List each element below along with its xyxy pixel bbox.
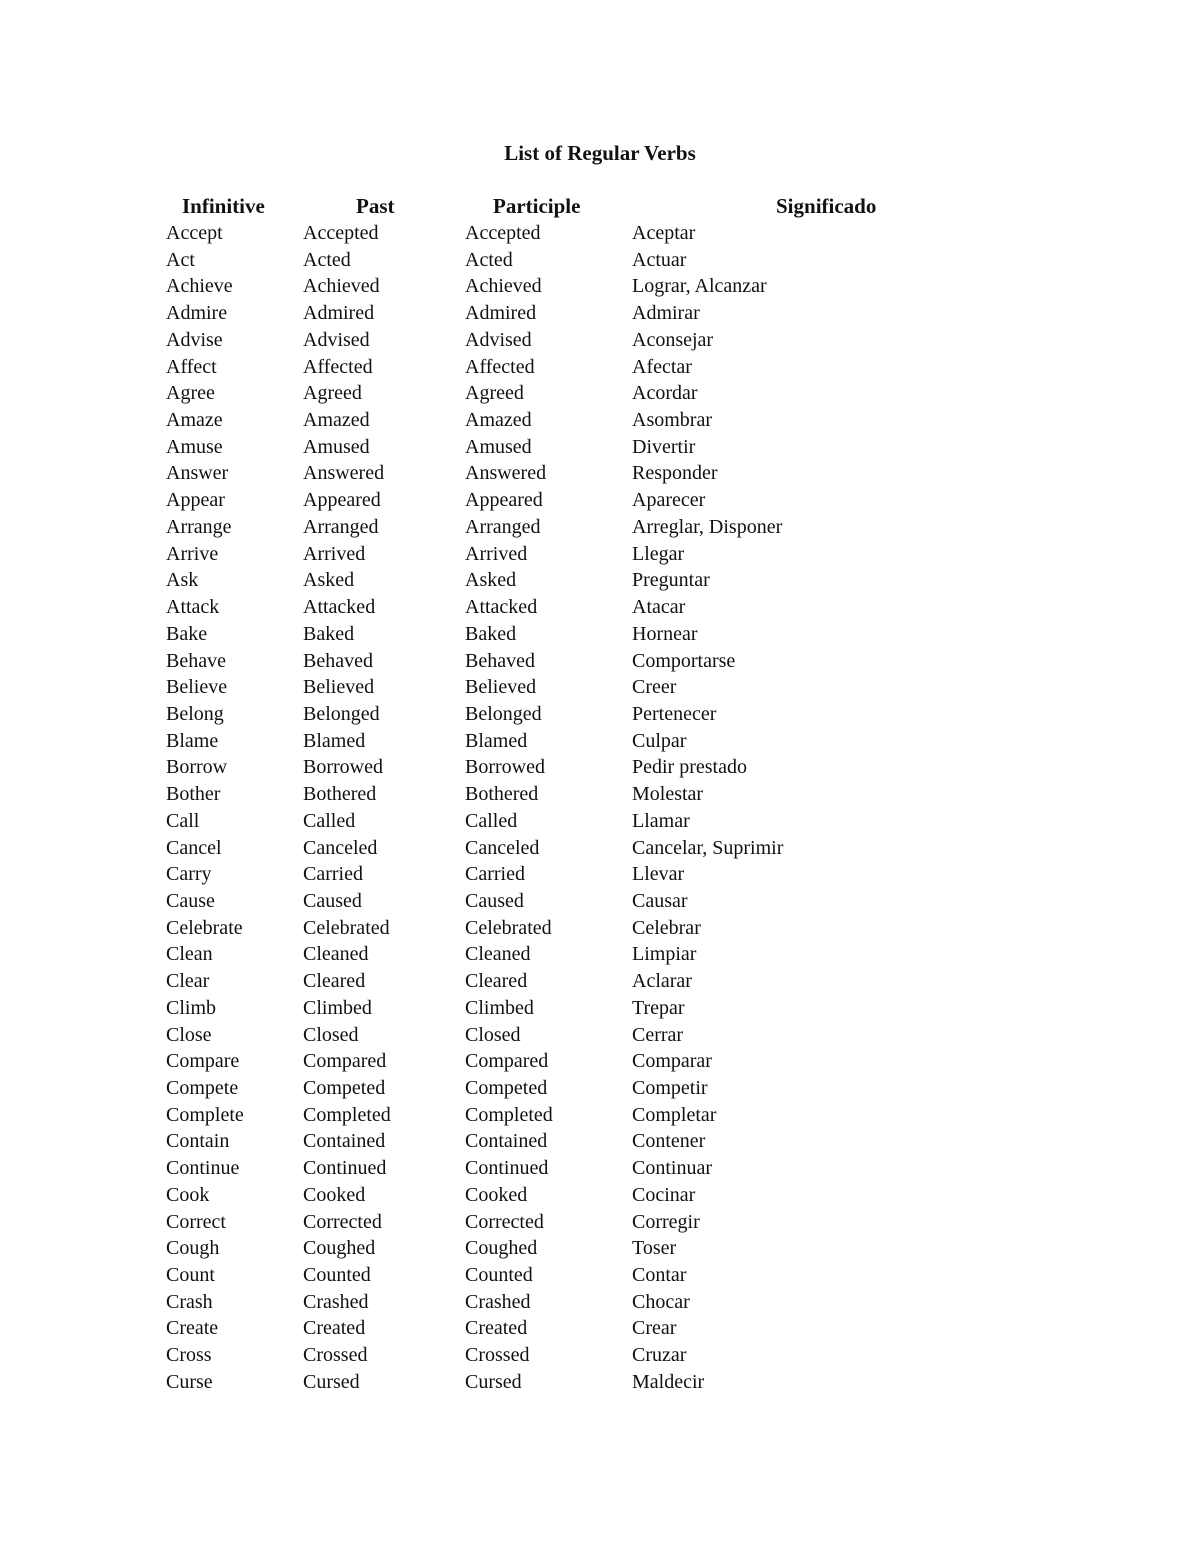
cell-infinitive: Compare: [166, 1050, 240, 1073]
cell-infinitive: Cross: [166, 1344, 212, 1367]
cell-infinitive: Achieve: [166, 275, 233, 298]
cell-infinitive: Appear: [166, 489, 225, 512]
cell-past: Belonged: [303, 702, 380, 725]
cell-infinitive: Blame: [166, 729, 219, 752]
cell-infinitive: Answer: [166, 462, 229, 485]
cell-infinitive: Amaze: [166, 409, 223, 432]
cell-past: Crashed: [303, 1290, 369, 1313]
cell-infinitive: Admire: [166, 302, 228, 325]
cell-participle: Borrowed: [465, 756, 545, 779]
cell-past: Acted: [303, 248, 351, 271]
table-row: [166, 541, 946, 568]
table-row: [166, 728, 946, 755]
cell-past: Cursed: [303, 1370, 360, 1393]
table-row: [166, 968, 946, 995]
table-row: [166, 1128, 946, 1155]
table-row: [166, 674, 946, 701]
cell-significado: Actuar: [632, 248, 687, 271]
cell-significado: Continuar: [632, 1157, 712, 1180]
cell-significado: Divertir: [632, 435, 696, 458]
table-row: [166, 1182, 946, 1209]
cell-participle: Closed: [465, 1023, 521, 1046]
cell-past: Closed: [303, 1023, 359, 1046]
page-title: List of Regular Verbs: [504, 141, 696, 165]
cell-past: Accepted: [303, 222, 379, 244]
cell-participle: Bothered: [465, 783, 539, 806]
cell-infinitive: Count: [166, 1264, 215, 1287]
cell-participle: Arranged: [465, 515, 541, 538]
cell-significado: Asombrar: [632, 409, 712, 432]
table-row: [166, 380, 946, 407]
cell-significado: Llevar: [632, 863, 685, 886]
cell-infinitive: Cough: [166, 1237, 220, 1260]
cell-significado: Afectar: [632, 355, 692, 378]
cell-past: Counted: [303, 1264, 371, 1287]
table-row: [166, 567, 946, 594]
table-row: [166, 1342, 946, 1369]
cell-significado: Chocar: [632, 1290, 690, 1313]
cell-infinitive: Arrange: [166, 515, 232, 538]
verb-table: [166, 193, 946, 1396]
cell-participle: Completed: [465, 1103, 553, 1126]
cell-past: Behaved: [303, 649, 373, 672]
cell-past: Cleaned: [303, 943, 369, 966]
cell-significado: Hornear: [632, 622, 698, 645]
cell-infinitive: Close: [166, 1023, 212, 1046]
cell-infinitive: Clear: [166, 970, 210, 993]
cell-infinitive: Contain: [166, 1130, 230, 1153]
cell-significado: Atacar: [632, 596, 686, 619]
cell-infinitive: Bake: [166, 622, 208, 645]
table-row: [166, 835, 946, 862]
cell-significado: Competir: [632, 1077, 708, 1099]
table-row: [166, 1102, 946, 1129]
table-row: [166, 407, 946, 434]
cell-significado: Completar: [632, 1103, 717, 1126]
cell-past: Bothered: [303, 783, 377, 806]
cell-infinitive: Curse: [166, 1370, 213, 1393]
cell-past: Attacked: [303, 596, 376, 619]
cell-participle: Blamed: [465, 729, 528, 752]
cell-past: Created: [303, 1317, 366, 1340]
cell-significado: Trepar: [632, 996, 685, 1019]
cell-participle: Crossed: [465, 1344, 530, 1367]
cell-past: Climbed: [303, 996, 372, 1019]
table-row: [166, 300, 946, 327]
table-row: [166, 754, 946, 781]
cell-significado: Cocinar: [632, 1183, 696, 1206]
cell-significado: Toser: [632, 1237, 677, 1260]
cell-past: Answered: [303, 462, 385, 485]
cell-participle: Advised: [465, 328, 532, 351]
cell-infinitive: Cook: [166, 1183, 210, 1206]
cell-participle: Appeared: [465, 489, 543, 512]
cell-infinitive: Ask: [166, 569, 199, 592]
cell-infinitive: Behave: [166, 649, 226, 672]
cell-significado: Cerrar: [632, 1023, 684, 1046]
cell-significado: Contar: [632, 1264, 687, 1287]
cell-past: Crossed: [303, 1344, 368, 1367]
cell-participle: Acted: [465, 248, 513, 271]
table-row: [166, 460, 946, 487]
cell-participle: Belonged: [465, 702, 542, 725]
cell-participle: Crashed: [465, 1290, 531, 1313]
table-row: [166, 701, 946, 728]
cell-past: Corrected: [303, 1210, 382, 1233]
cell-participle: Asked: [465, 569, 517, 592]
cell-infinitive: Correct: [166, 1210, 226, 1233]
verb-rows: [166, 220, 946, 1396]
table-row: [166, 247, 946, 274]
cell-past: Competed: [303, 1077, 386, 1099]
cell-significado: Llegar: [632, 542, 685, 565]
cell-past: Arranged: [303, 515, 379, 538]
table-row: [166, 648, 946, 675]
table-row: [166, 861, 946, 888]
cell-past: Baked: [303, 622, 355, 645]
table-row: [166, 594, 946, 621]
cell-significado: Aclarar: [632, 970, 692, 993]
cell-infinitive: Crash: [166, 1290, 213, 1313]
table-row: [166, 434, 946, 461]
cell-participle: Agreed: [465, 382, 524, 405]
table-row: [166, 941, 946, 968]
cell-participle: Answered: [465, 462, 547, 485]
cell-past: Completed: [303, 1103, 391, 1126]
table-row: [166, 1155, 946, 1182]
cell-infinitive: Climb: [166, 996, 217, 1019]
cell-participle: Continued: [465, 1157, 549, 1180]
cell-participle: Cleaned: [465, 943, 531, 966]
cell-past: Cooked: [303, 1183, 366, 1206]
cell-infinitive: Amuse: [166, 435, 223, 458]
cell-infinitive: Arrive: [166, 542, 219, 565]
cell-past: Carried: [303, 863, 363, 886]
cell-significado: Causar: [632, 889, 688, 912]
cell-past: Achieved: [303, 275, 380, 298]
cell-participle: Competed: [465, 1077, 548, 1099]
cell-significado: Acordar: [632, 382, 698, 405]
cell-infinitive: Call: [166, 809, 200, 832]
cell-past: Contained: [303, 1130, 386, 1153]
table-row: [166, 220, 946, 247]
cell-significado: Limpiar: [632, 943, 697, 966]
cell-significado: Lograr, Alcanzar: [632, 275, 767, 298]
table-row: [166, 781, 946, 808]
cell-past: Appeared: [303, 489, 381, 512]
cell-significado: Cancelar, Suprimir: [632, 836, 784, 859]
cell-participle: Climbed: [465, 996, 534, 1019]
header-participle: Participle: [493, 194, 581, 218]
cell-infinitive: Clean: [166, 943, 213, 966]
table-row: [166, 1369, 946, 1396]
cell-participle: Compared: [465, 1050, 549, 1073]
cell-participle: Canceled: [465, 836, 540, 859]
cell-past: Asked: [303, 569, 355, 592]
table-row: [166, 1262, 946, 1289]
cell-past: Amused: [303, 435, 370, 458]
table-row: [166, 995, 946, 1022]
cell-participle: Celebrated: [465, 916, 552, 939]
table-row: [166, 888, 946, 915]
cell-significado: Aceptar: [632, 222, 696, 244]
cell-past: Blamed: [303, 729, 366, 752]
table-row: [166, 1075, 946, 1102]
cell-participle: Called: [465, 809, 518, 832]
cell-significado: Aconsejar: [632, 328, 714, 351]
cell-infinitive: Celebrate: [166, 916, 243, 939]
cell-past: Arrived: [303, 542, 366, 565]
cell-infinitive: Bother: [166, 783, 221, 806]
cell-infinitive: Believe: [166, 676, 228, 699]
cell-past: Canceled: [303, 836, 378, 859]
cell-infinitive: Create: [166, 1317, 219, 1340]
cell-past: Borrowed: [303, 756, 383, 779]
header-infinitive: Infinitive: [182, 194, 265, 218]
table-row: [166, 487, 946, 514]
cell-significado: Creer: [632, 676, 677, 699]
cell-past: Believed: [303, 676, 375, 699]
cell-past: Advised: [303, 328, 370, 351]
table-row: [166, 1209, 946, 1236]
cell-significado: Arreglar, Disponer: [632, 515, 783, 538]
cell-infinitive: Cause: [166, 889, 215, 912]
table-row: [166, 621, 946, 648]
cell-significado: Corregir: [632, 1210, 700, 1233]
cell-past: Caused: [303, 889, 362, 912]
cell-participle: Arrived: [465, 542, 528, 565]
cell-past: Coughed: [303, 1237, 376, 1260]
cell-past: Called: [303, 809, 356, 832]
table-row: [166, 354, 946, 381]
cell-infinitive: Act: [166, 248, 195, 271]
cell-significado: Celebrar: [632, 916, 701, 939]
cell-participle: Affected: [465, 355, 535, 378]
cell-participle: Cooked: [465, 1183, 528, 1206]
cell-participle: Caused: [465, 889, 524, 912]
cell-past: Cleared: [303, 970, 366, 993]
cell-significado: Admirar: [632, 302, 700, 325]
cell-past: Admired: [303, 302, 375, 325]
cell-past: Amazed: [303, 409, 370, 432]
cell-past: Continued: [303, 1157, 387, 1180]
cell-significado: Molestar: [632, 783, 704, 806]
cell-participle: Amazed: [465, 409, 532, 432]
cell-significado: Cruzar: [632, 1344, 687, 1367]
cell-past: Affected: [303, 355, 373, 378]
cell-infinitive: Carry: [166, 863, 212, 886]
cell-significado: Preguntar: [632, 569, 710, 592]
cell-participle: Counted: [465, 1264, 533, 1287]
cell-past: Celebrated: [303, 916, 390, 939]
table-header: [166, 193, 946, 220]
cell-significado: Maldecir: [632, 1370, 705, 1393]
table-row: [166, 1048, 946, 1075]
cell-significado: Llamar: [632, 809, 690, 832]
table-row: [166, 1022, 946, 1049]
cell-infinitive: Borrow: [166, 756, 228, 779]
cell-participle: Amused: [465, 435, 532, 458]
cell-infinitive: Belong: [166, 702, 224, 725]
cell-infinitive: Complete: [166, 1103, 244, 1126]
cell-participle: Corrected: [465, 1210, 544, 1233]
cell-significado: Pertenecer: [632, 702, 717, 725]
header-significado: Significado: [776, 194, 877, 218]
cell-past: Agreed: [303, 382, 362, 405]
cell-participle: Cleared: [465, 970, 528, 993]
table-row: [166, 915, 946, 942]
cell-significado: Pedir prestado: [632, 756, 747, 779]
table-row: [166, 514, 946, 541]
cell-participle: Carried: [465, 863, 525, 886]
cell-significado: Comparar: [632, 1050, 712, 1073]
cell-infinitive: Compete: [166, 1077, 239, 1099]
cell-infinitive: Affect: [166, 355, 217, 378]
table-row: [166, 808, 946, 835]
cell-significado: Culpar: [632, 729, 687, 752]
cell-significado: Comportarse: [632, 649, 736, 672]
cell-participle: Cursed: [465, 1370, 522, 1393]
cell-participle: Contained: [465, 1130, 548, 1153]
cell-infinitive: Continue: [166, 1157, 240, 1180]
cell-participle: Attacked: [465, 596, 538, 619]
table-row: [166, 1315, 946, 1342]
cell-infinitive: Advise: [166, 328, 223, 351]
cell-past: Compared: [303, 1050, 387, 1073]
cell-significado: Crear: [632, 1317, 677, 1340]
cell-infinitive: Attack: [166, 596, 220, 619]
cell-participle: Believed: [465, 676, 537, 699]
header-past: Past: [356, 194, 395, 218]
cell-participle: Achieved: [465, 275, 542, 298]
table-row: [166, 327, 946, 354]
table-row: [166, 1235, 946, 1262]
table-row: [166, 273, 946, 300]
cell-participle: Admired: [465, 302, 537, 325]
cell-significado: Contener: [632, 1130, 706, 1153]
cell-significado: Aparecer: [632, 489, 706, 512]
cell-infinitive: Accept: [166, 222, 223, 244]
cell-participle: Coughed: [465, 1237, 538, 1260]
cell-participle: Accepted: [465, 222, 541, 244]
table-row: [166, 1289, 946, 1316]
cell-participle: Baked: [465, 622, 517, 645]
cell-infinitive: Agree: [166, 382, 215, 405]
cell-participle: Behaved: [465, 649, 535, 672]
cell-significado: Responder: [632, 462, 718, 485]
cell-infinitive: Cancel: [166, 836, 222, 859]
cell-participle: Created: [465, 1317, 528, 1340]
